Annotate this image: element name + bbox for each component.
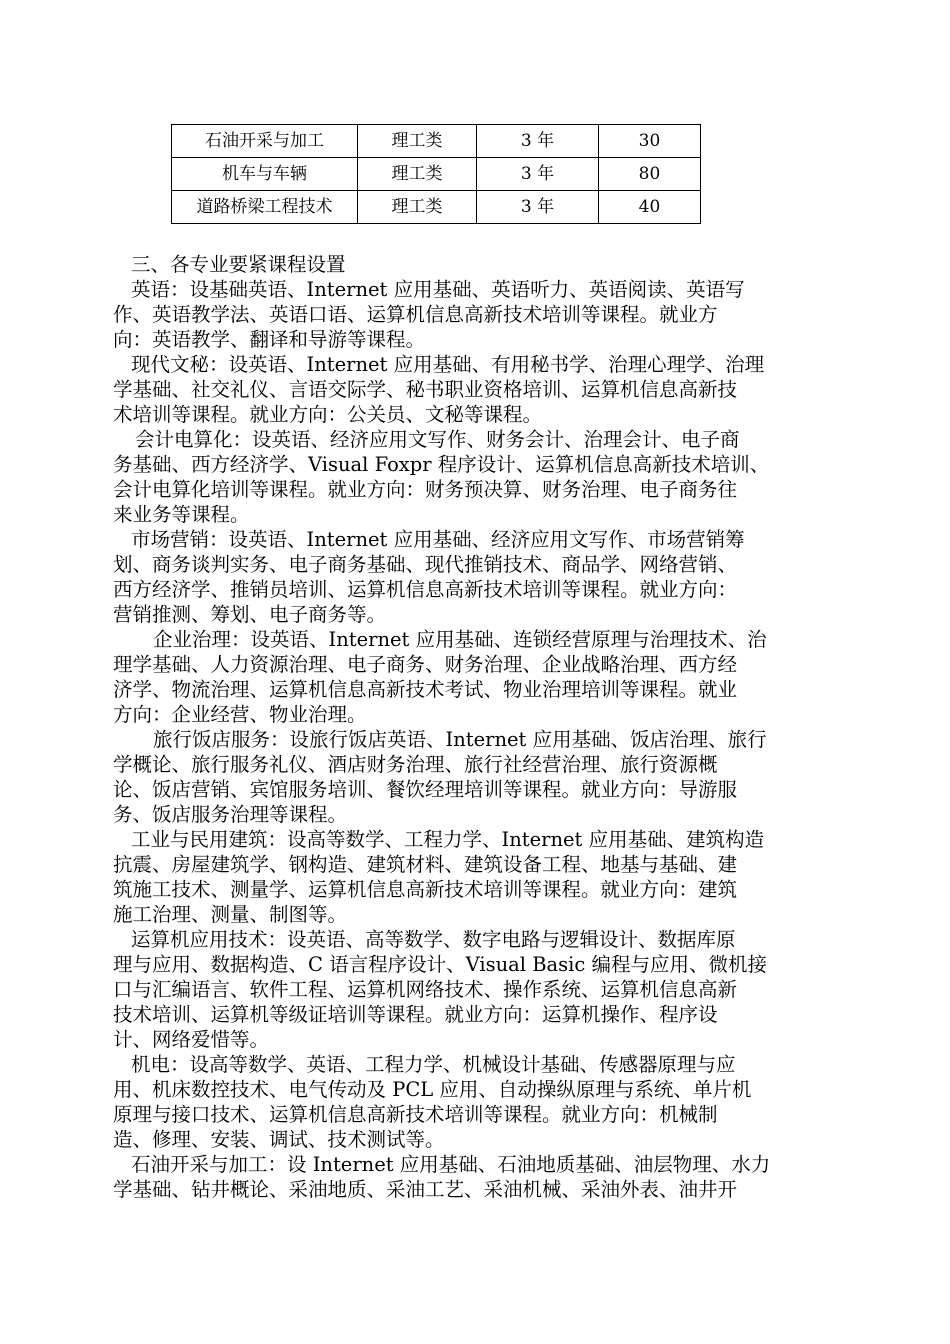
duration-cell: 3 年 — [477, 125, 599, 158]
text-line: 西方经济学、推销员培训、运算机信息高新技术培训等课程。就业方向： — [113, 578, 738, 601]
table-row — [172, 125, 701, 158]
text-line: 论、饭店营销、宾馆服务培训、餐饮经理培训等课程。就业方向：导游服 — [113, 778, 738, 801]
text-line: 英语：设基础英语、Internet 应用基础、英语听力、英语阅读、英语写 — [131, 278, 745, 301]
text-line: 原理与接口技术、运算机信息高新技术培训等课程。就业方向：机械制 — [113, 1103, 718, 1126]
text-line: 企业治理：设英语、Internet 应用基础、连锁经营原理与治理技术、治 — [153, 628, 767, 651]
duration-cell: 3 年 — [477, 191, 599, 224]
text-line: 学概论、旅行服务礼仪、酒店财务治理、旅行社经营治理、旅行资源概 — [113, 753, 718, 776]
text-line: 学基础、社交礼仪、言语交际学、秘书职业资格培训、运算机信息高新技 — [113, 378, 738, 401]
text-line: 计、网络爱惜等。 — [113, 1028, 270, 1051]
text-line: 理学基础、人力资源治理、电子商务、财务治理、企业战略治理、西方经 — [113, 653, 738, 676]
text-line: 务基础、西方经济学、Visual Foxpr 程序设计、运算机信息高新技术培训、 — [113, 453, 770, 476]
text-line: 方向：企业经营、物业治理。 — [113, 703, 367, 726]
text-line: 理与应用、数据构造、C 语言程序设计、Visual Basic 编程与应用、微机接 — [113, 953, 768, 976]
text-line: 现代文秘：设英语、Internet 应用基础、有用秘书学、治理心理学、治理 — [131, 353, 765, 376]
text-line: 作、英语教学法、英语口语、运算机信息高新技术培训等课程。就业方 — [113, 303, 718, 326]
table-row — [172, 191, 701, 224]
category-cell: 理工类 — [358, 158, 477, 191]
text-line: 术培训等课程。就业方向：公关员、文秘等课程。 — [113, 403, 543, 426]
text-line: 向：英语教学、翻译和导游等课程。 — [113, 328, 426, 351]
major-name-cell: 石油开采与加工 — [172, 125, 358, 158]
text-line: 市场营销：设英语、Internet 应用基础、经济应用文写作、市场营销筹 — [131, 528, 745, 551]
enrollment-cell: 40 — [599, 191, 701, 224]
text-line: 学基础、钻井概论、采油地质、采油工艺、采油机械、采油外表、油井开 — [113, 1178, 738, 1201]
table-row — [172, 158, 701, 191]
text-line: 施工治理、测量、制图等。 — [113, 903, 348, 926]
major-name-cell: 道路桥梁工程技术 — [172, 191, 358, 224]
text-line: 机电：设高等数学、英语、工程力学、机械设计基础、传感器原理与应 — [131, 1053, 736, 1076]
text-line: 运算机应用技术：设英语、高等数学、数字电路与逻辑设计、数据库原 — [131, 928, 736, 951]
text-line: 会计电算化：设英语、经济应用文写作、财务会计、治理会计、电子商 — [135, 428, 740, 451]
text-line: 筑施工技术、测量学、运算机信息高新技术培训等课程。就业方向：建筑 — [113, 878, 738, 901]
text-line: 工业与民用建筑：设高等数学、工程力学、Internet 应用基础、建筑构造 — [131, 828, 765, 851]
text-line: 造、修理、安装、调试、技术测试等。 — [113, 1128, 445, 1151]
duration-cell: 3 年 — [477, 158, 599, 191]
majors-table — [171, 124, 701, 224]
text-line: 会计电算化培训等课程。就业方向：财务预决算、财务治理、电子商务往 — [113, 478, 738, 501]
text-line: 旅行饭店服务：设旅行饭店英语、Internet 应用基础、饭店治理、旅行 — [153, 728, 767, 751]
text-line: 划、商务谈判实务、电子商务基础、现代推销技术、商品学、网络营销、 — [113, 553, 738, 576]
course-description-text — [113, 252, 835, 1202]
text-line: 务、饭店服务治理等课程。 — [113, 803, 348, 826]
text-line: 口与汇编语言、软件工程、运算机网络技术、操作系统、运算机信息高新 — [113, 978, 738, 1001]
text-line: 济学、物流治理、运算机信息高新技术考试、物业治理培训等课程。就业 — [113, 678, 738, 701]
category-cell: 理工类 — [358, 191, 477, 224]
section-heading: 三、各专业要紧课程设置 — [131, 253, 346, 276]
enrollment-cell: 30 — [599, 125, 701, 158]
majors-table-body — [172, 125, 701, 224]
text-line: 营销推测、筹划、电子商务等。 — [113, 603, 387, 626]
category-cell: 理工类 — [358, 125, 477, 158]
major-name-cell: 机车与车辆 — [172, 158, 358, 191]
text-line: 来业务等课程。 — [113, 503, 250, 526]
enrollment-cell: 80 — [599, 158, 701, 191]
text-line: 用、机床数控技术、电气传动及 PCL 应用、自动操纵原理与系统、单片机 — [113, 1078, 752, 1101]
text-line: 抗震、房屋建筑学、钢构造、建筑材料、建筑设备工程、地基与基础、建 — [113, 853, 738, 876]
text-line: 石油开采与加工：设 Internet 应用基础、石油地质基础、油层物理、水力 — [131, 1153, 771, 1176]
text-line: 技术培训、运算机等级证培训等课程。就业方向：运算机操作、程序设 — [113, 1003, 718, 1026]
